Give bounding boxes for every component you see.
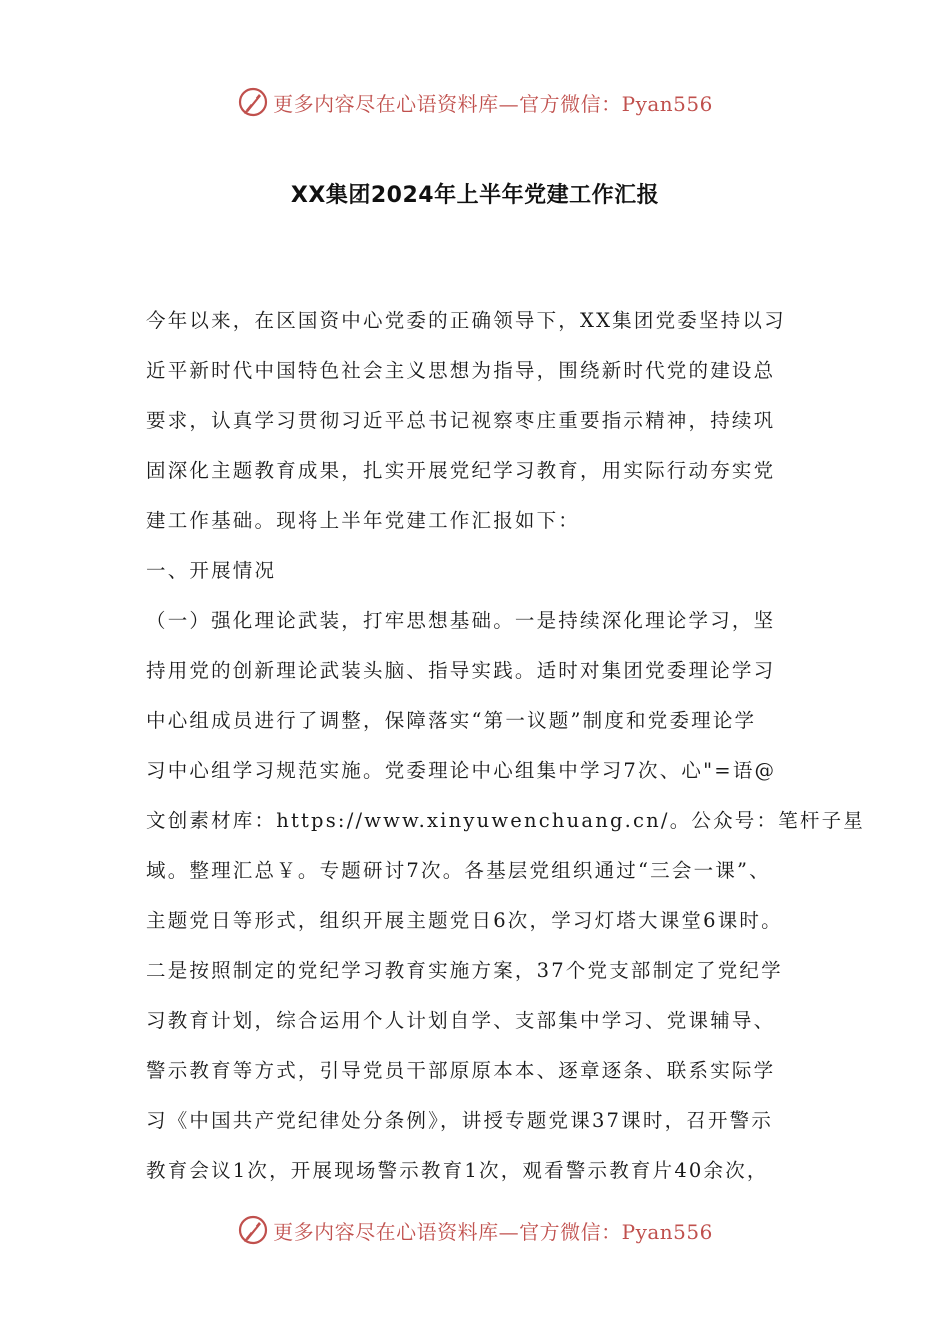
body-line: 文创素材库：https://www.xinyuwenchuang.cn/。公众号：笔杆子星 <box>146 809 866 832</box>
quill-logo-icon <box>237 86 269 118</box>
watermark-banner-top <box>0 82 950 122</box>
body-line: 近平新时代中国特色社会主义思想为指导，围绕新时代党的建设总 <box>146 359 776 382</box>
body-line: 警示教育等方式，引导党员干部原原本本、逐章逐条、联系实际学 <box>146 1059 776 1082</box>
body-line: 二是按照制定的党纪学习教育实施方案，37个党支部制定了党纪学 <box>146 959 783 982</box>
body-line: 习中心组学习规范实施。党委理论中心组集中学习7次、心"=语@ <box>146 759 777 782</box>
body-line: 习《中国共产党纪律处分条例》，讲授专题党课37课时，召开警示 <box>146 1109 774 1132</box>
body-line: 教育会议1次，开展现场警示教育1次，观看警示教育片40余次， <box>146 1159 769 1182</box>
watermark-text: 更多内容尽在心语资料库—官方微信：Pyan556 <box>273 1219 713 1244</box>
document-body <box>146 296 866 1196</box>
quill-logo-icon <box>237 1214 269 1246</box>
body-line: 持用党的创新理论武装头脑、指导实践。适时对集团党委理论学习 <box>146 659 776 682</box>
watermark-text: 更多内容尽在心语资料库—官方微信：Pyan556 <box>273 91 713 116</box>
body-line: 今年以来，在区国资中心党委的正确领导下，XX集团党委坚持以习 <box>146 309 786 332</box>
section-heading: 一、开展情况 <box>146 559 277 582</box>
body-line: 要求，认真学习贯彻习近平总书记视察枣庄重要指示精神，持续巩 <box>146 409 776 432</box>
watermark-banner-bottom <box>0 1210 950 1250</box>
body-line: 建工作基础。现将上半年党建工作汇报如下： <box>146 509 581 532</box>
body-line: 习教育计划，综合运用个人计划自学、支部集中学习、党课辅导、 <box>146 1009 776 1032</box>
body-line: 固深化主题教育成果，扎实开展党纪学习教育，用实际行动夯实党 <box>146 459 776 482</box>
body-line: 主题党日等形式，组织开展主题党日6次，学习灯塔大课堂6课时。 <box>146 909 783 932</box>
body-line: （一）强化理论武装，打牢思想基础。一是持续深化理论学习，坚 <box>146 609 776 632</box>
document-title: XX集团2024年上半年党建工作汇报 <box>290 183 660 208</box>
body-line: 中心组成员进行了调整，保障落实“第一议题”制度和党委理论学 <box>146 709 757 732</box>
body-line: 域。整理汇总￥。专题研讨7次。各基层党组织通过“三会一课”、 <box>146 859 771 882</box>
